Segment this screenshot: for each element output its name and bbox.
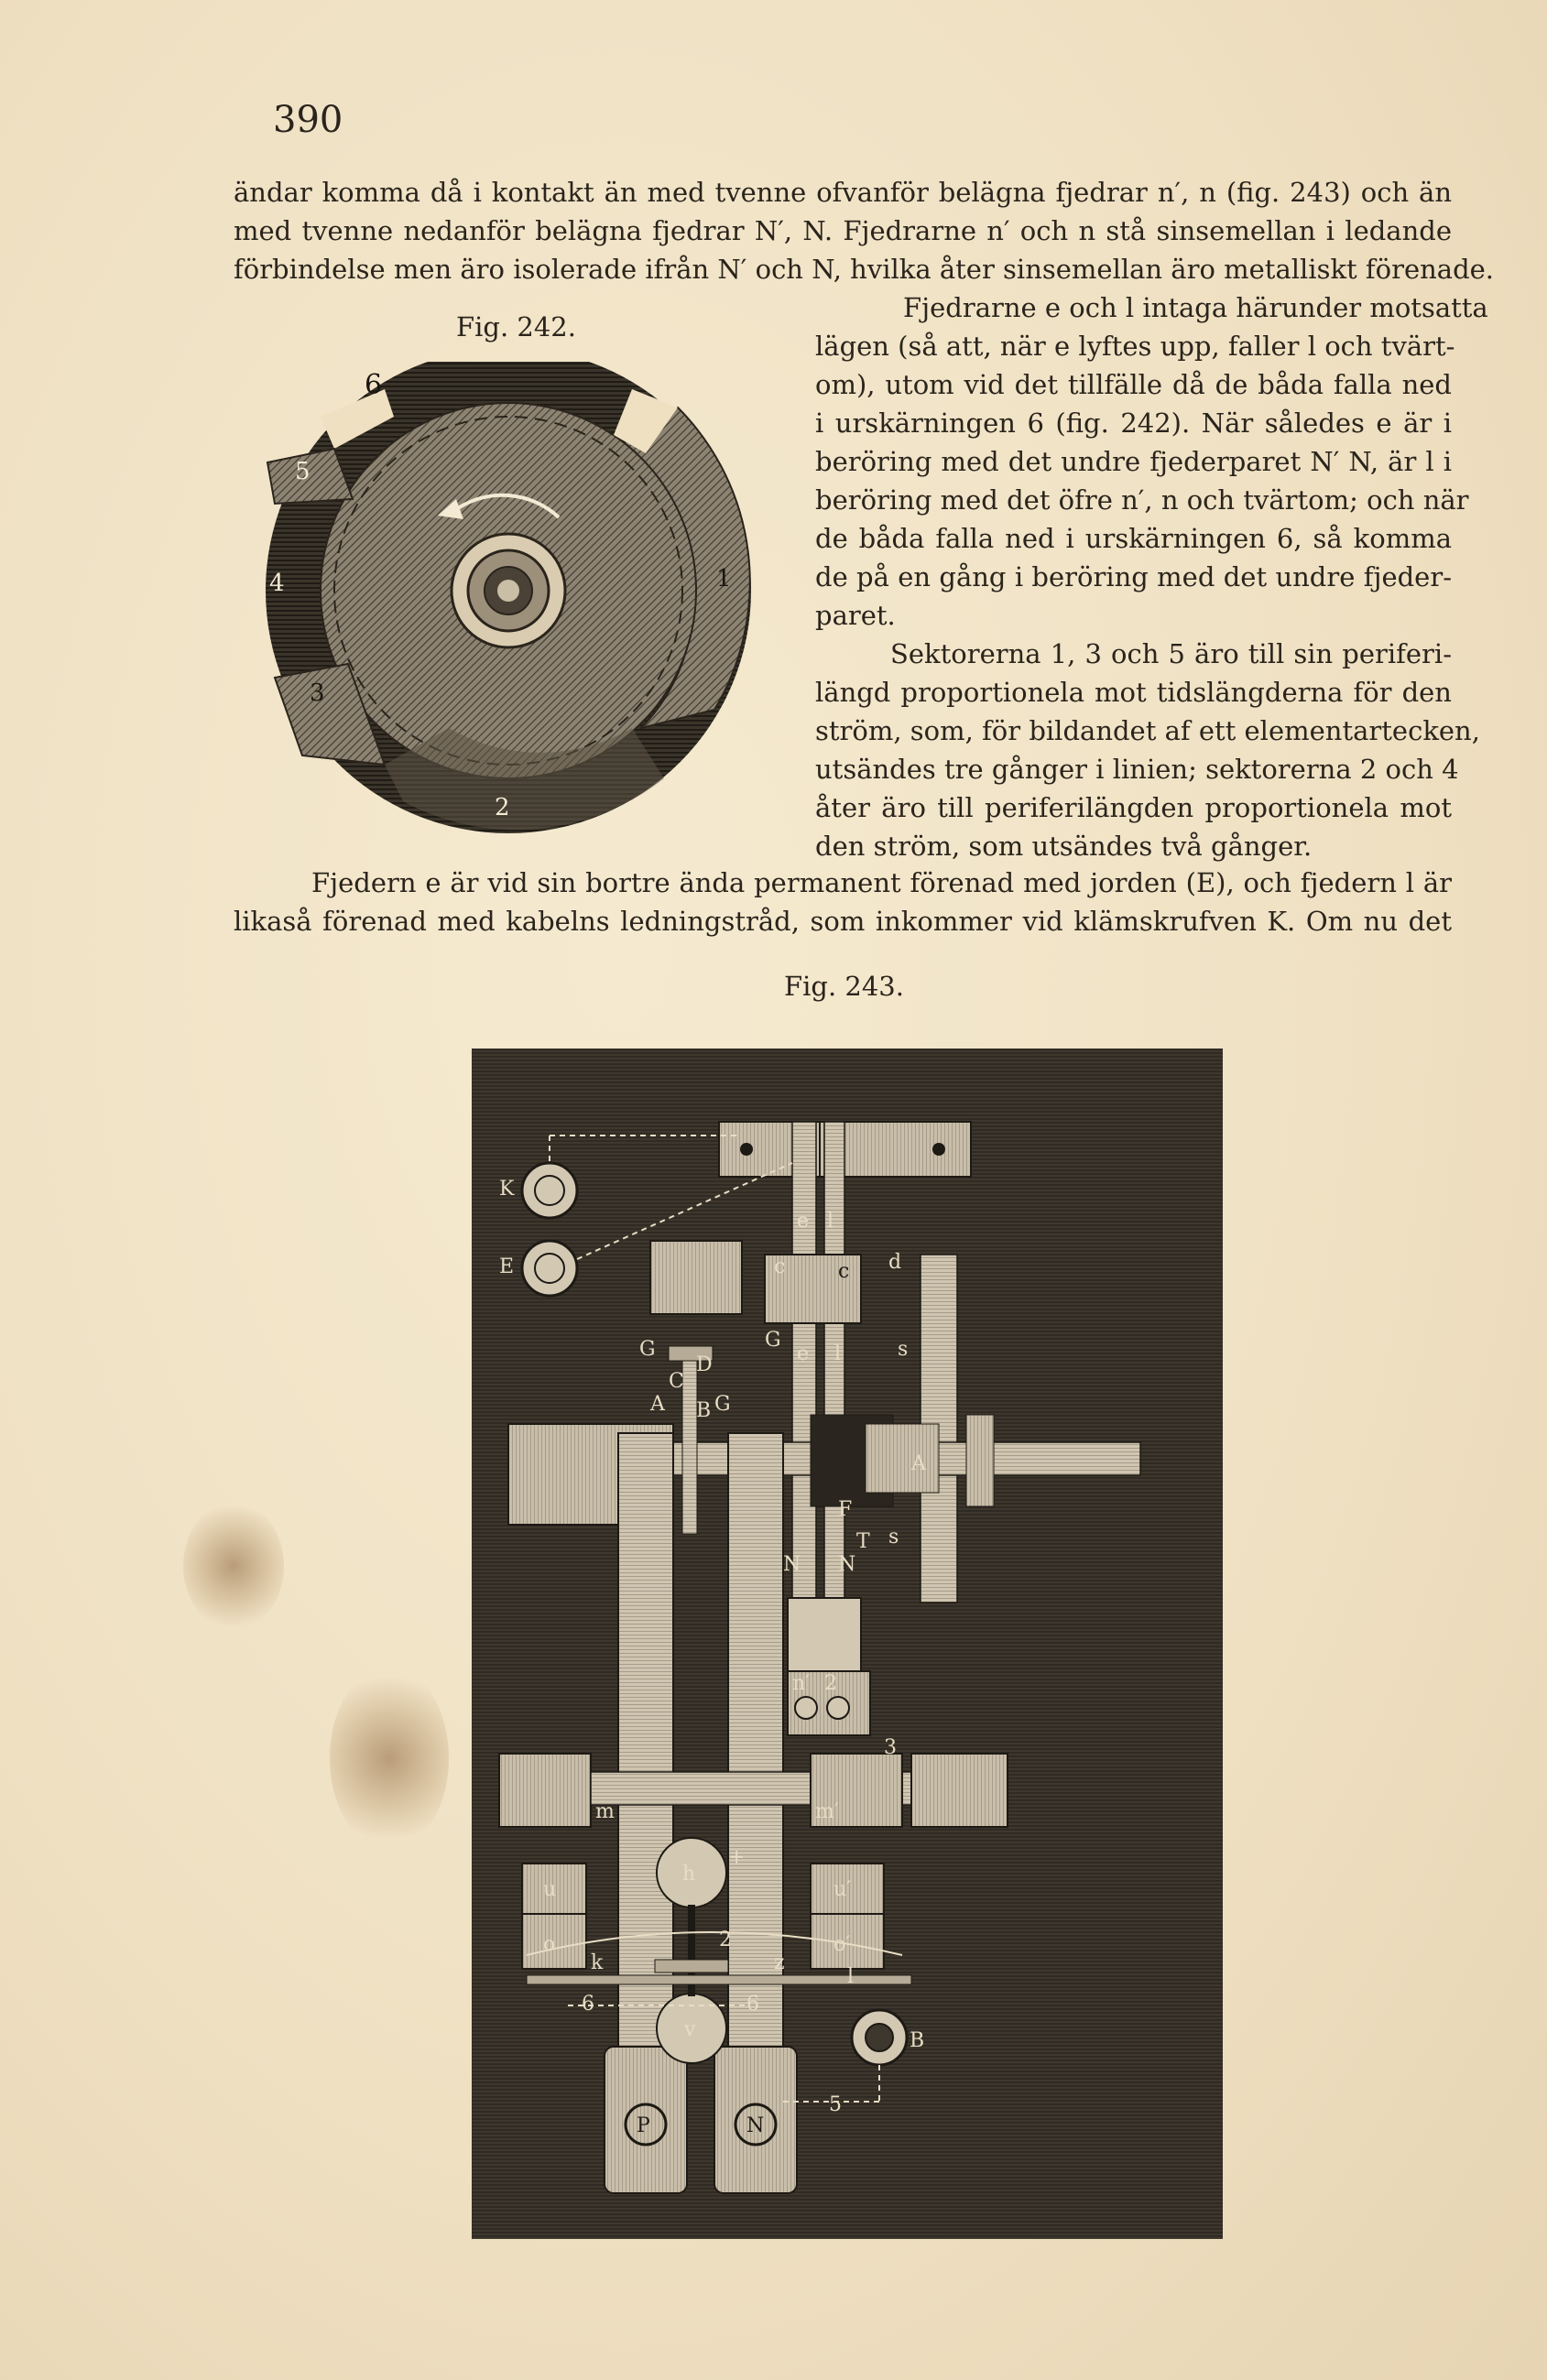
fig-label: A: [911, 1452, 926, 1475]
fig-label: l: [834, 1342, 842, 1365]
text-line: åter äro till periferilängden proportionela mot: [815, 792, 1452, 823]
fig-label: s: [888, 1526, 899, 1549]
text-line: Sektorerna 1, 3 och 5 äro till sin periferi-: [890, 638, 1452, 669]
fig-label: m: [595, 1800, 615, 1823]
fig-label: n′: [792, 1672, 811, 1695]
text-line: ändar komma då i kontakt än med tvenne ofvanför belägna fjedrar n′, n (fig. 243) och än: [234, 177, 1452, 208]
text-line: utsändes tre gånger i linien; sektorerna 2 och 4: [815, 754, 1459, 785]
fig-label: +: [728, 1846, 746, 1869]
fig-label: F: [838, 1498, 853, 1521]
sector-label: 4: [269, 570, 285, 597]
text-line: den ström, som utsändes två gånger.: [815, 831, 1313, 862]
fig-label: K: [499, 1178, 515, 1201]
fig-label: C: [669, 1370, 684, 1393]
stain-left: [183, 1502, 284, 1630]
fig-label: h: [682, 1863, 696, 1886]
fig-label: 5: [829, 2093, 842, 2116]
fig-label: o: [543, 1933, 556, 1956]
fig-label: 6: [582, 1993, 594, 2016]
text-line: likaså förenad med kabelns ledningstråd, som inkommer vid klämskrufven K. Om nu det: [234, 906, 1452, 937]
fig-label: N: [746, 2114, 765, 2137]
text-line: Fjedrarne e och l intaga härunder motsatta: [903, 292, 1488, 323]
sector-label: 2: [495, 794, 510, 821]
fig-label: N: [838, 1553, 856, 1576]
fig-label: T: [856, 1530, 870, 1553]
fig-label: o′: [833, 1933, 851, 1956]
fig-label: P: [637, 2114, 650, 2137]
text-line: lägen (så att, när e lyftes upp, faller l och tvärt-: [815, 331, 1455, 362]
fig-label: u: [543, 1878, 557, 1901]
text-line: beröring med det undre fjederparet N′ N, är l i: [815, 446, 1452, 477]
fig-label: A: [650, 1393, 665, 1416]
fig-label: d: [888, 1251, 902, 1274]
fig-label: z: [774, 1951, 785, 1974]
fig-label: B: [910, 2029, 925, 2052]
sector-label: 3: [310, 679, 325, 707]
fig-label: N: [783, 1553, 801, 1576]
fig-label: e: [797, 1342, 810, 1365]
text-line: beröring med det öfre n′, n och tvärtom; och när: [815, 484, 1469, 516]
text-line: längd proportionela mot tidslängderna för den: [815, 677, 1452, 708]
fig-label: s: [898, 1338, 909, 1361]
text-line: med tvenne nedanför belägna fjedrar N′, N. Fjedrarne n′ och n stå sinsemellan i ledande: [234, 215, 1452, 246]
figure-242-disc: [247, 362, 760, 838]
sector-label: 6: [365, 369, 383, 401]
text-line: Fjedern e är vid sin bortre ända permanent förenad med jorden (E), och fjedern l är: [311, 867, 1452, 898]
text-line: förbindelse men äro isolerade ifrån N′ och N, hvilka åter sinsemellan äro metalliskt förenade.: [234, 254, 1495, 285]
fig-label: G: [639, 1338, 656, 1361]
text-line: de båda falla ned i urskärningen 6, så komma: [815, 523, 1452, 554]
fig-label: k: [591, 1951, 604, 1974]
fig-label: m′: [815, 1800, 839, 1823]
fig-label: 2: [824, 1672, 837, 1695]
fig-label: 3: [884, 1736, 897, 1759]
page-number: 390: [273, 99, 343, 141]
fig-label: G: [714, 1393, 731, 1416]
text-line: om), utom vid det tillfälle då de båda falla ned: [815, 369, 1452, 400]
fig-label: u′: [833, 1878, 852, 1901]
fig-label: 6: [746, 1993, 759, 2016]
fig-label: B: [696, 1399, 712, 1422]
fig-label: 2: [719, 1929, 732, 1951]
sector-label: 5: [295, 458, 310, 485]
fig-label: e: [797, 1210, 810, 1233]
text-line: i urskärningen 6 (fig. 242). När således e är i: [815, 408, 1452, 439]
fig-label: l: [827, 1210, 834, 1233]
text-line: de på en gång i beröring med det undre fjeder-: [815, 561, 1452, 592]
figure-caption-243: Fig. 243.: [784, 971, 904, 1002]
fig-label: v: [684, 2018, 696, 2041]
fig-label: E: [499, 1255, 515, 1278]
fig-label: G: [765, 1329, 781, 1352]
figure-243-apparatus: [472, 1049, 1223, 2239]
sector-label: 1: [716, 565, 732, 592]
stain-center: [330, 1667, 449, 1850]
fig-label: D: [696, 1353, 713, 1376]
text-line: paret.: [815, 600, 896, 631]
text-line: ström, som, för bildandet af ett elementartecken,: [815, 715, 1480, 746]
fig-label: l: [847, 1965, 855, 1988]
fig-label: c: [838, 1260, 850, 1283]
figure-caption-242: Fig. 242.: [456, 311, 576, 342]
fig-label: c: [774, 1255, 786, 1278]
